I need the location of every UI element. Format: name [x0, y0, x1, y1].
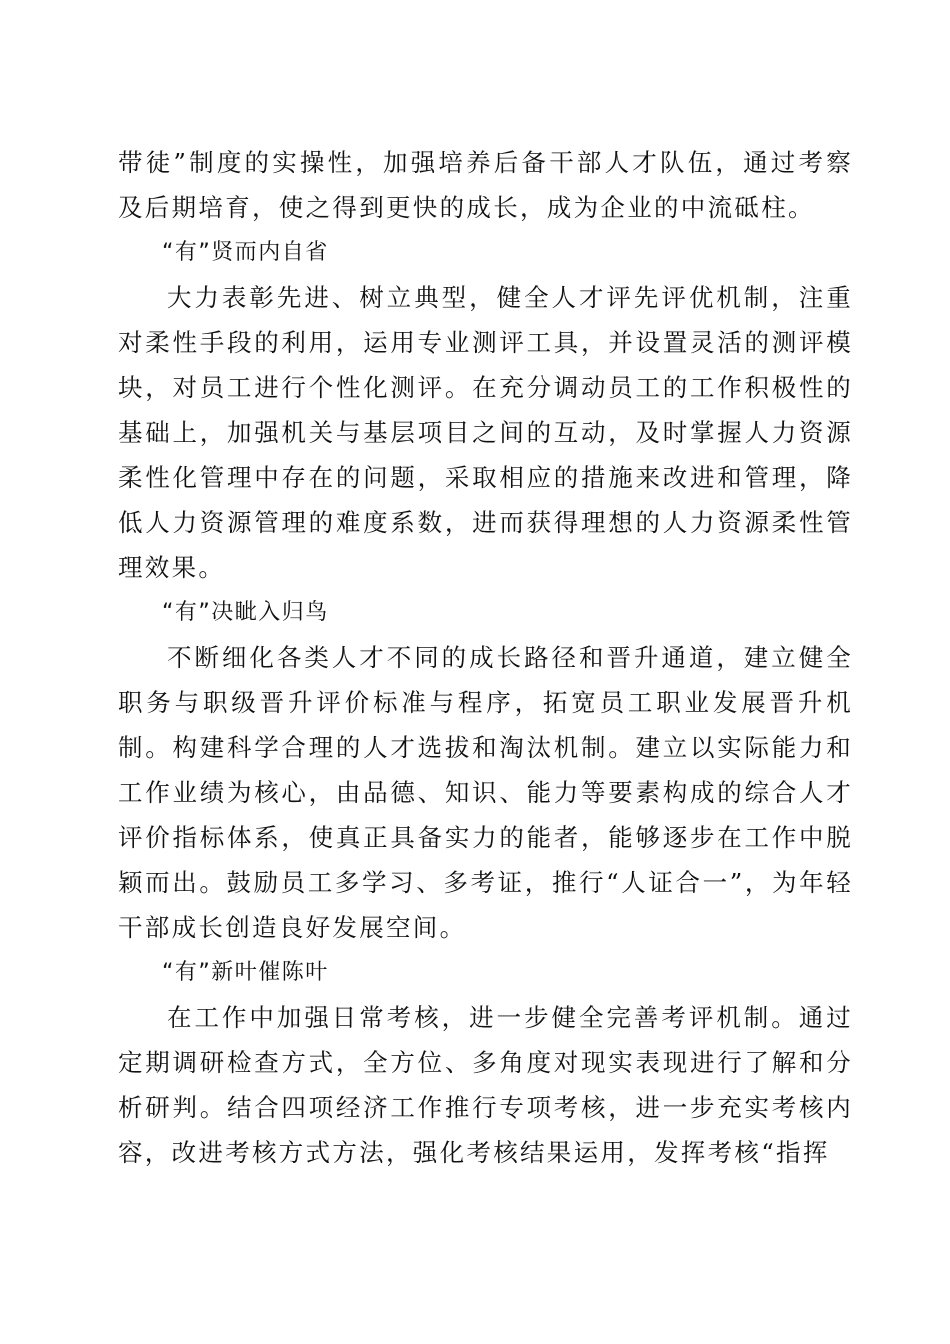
paragraph-recognition: 大力表彰先进、树立典型，健全人才评先评优机制，注重对柔性手段的利用，运用专业测评工具，并设置灵活的测评模块，对员工进行个性化测评。在充分调动员工的工作积极性的基础上，加强机关与基层项目之间的互动，及时掌握人力资源柔性化管理中存在的问题，采取相应的措施来改进和管理，降低人力资源管理的难度系数，进而获得理想的人力资源柔性管理效果。: [118, 283, 853, 582]
section-heading-self-reflection: “有”贤而内自省: [162, 240, 329, 265]
paragraph-career-paths: 不断细化各类人才不同的成长路径和晋升通道，建立健全职务与职级晋升评价标准与程序，拓宽员工职业发展晋升机制。构建科学合理的人才选拔和淘汰机制。建立以实际能力和工作业绩为核心，由品德、知识、能力等要素构成的综合人才评价指标体系，使真正具备实力的能者，能够逐步在工作中脱颖而出。鼓励员工多学习、多考证，推行“人证合一”，为年轻干部成长创造良好发展空间。: [118, 643, 853, 942]
paragraph-daily-assessment: 在工作中加强日常考核，进一步健全完善考评机制。通过定期调研检查方式，全方位、多角度对现实表现进行了解和分析研判。结合四项经济工作推行专项考核，进一步充实考核内容，改进考核方式方法，强化考核结果运用，发挥考核“指挥: [118, 1003, 853, 1167]
document-body: [118, 140, 853, 1175]
paragraph-mentoring-continued: 带徒”制度的实操性，加强培养后备干部人才队伍，通过考察及后期培育，使之得到更快的成长，成为企业的中流砥柱。: [118, 148, 853, 222]
section-heading-promotion: “有”决眦入归鸟: [162, 600, 329, 625]
section-heading-assessment: “有”新叶催陈叶: [162, 960, 329, 985]
